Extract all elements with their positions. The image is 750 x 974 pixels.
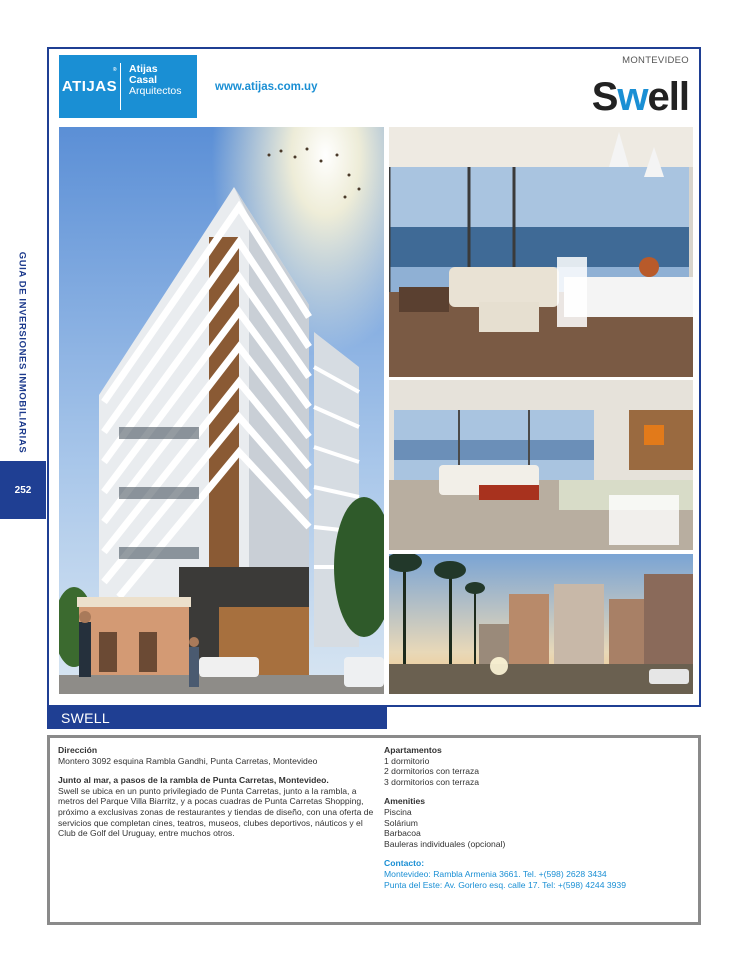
- address-heading: Dirección: [58, 745, 98, 755]
- details-right-column: [384, 745, 694, 890]
- details-box: [47, 735, 701, 925]
- page-number-tab: [0, 461, 46, 519]
- contact-montevideo: Montevideo: Rambla Armenia 3661. Tel. +(598) 2628 3434: [384, 868, 607, 879]
- tagline: Junto al mar, a pasos de la rambla de Punta Carretas, Montevideo.: [58, 775, 329, 786]
- listing-title-bar: [47, 707, 387, 729]
- amenity-item: Piscina: [384, 806, 412, 817]
- apartment-type: 1 dormitorio: [384, 755, 430, 766]
- details-left-column: [58, 745, 376, 839]
- apartments-heading: Apartamentos: [384, 745, 442, 755]
- tower-exterior-photo: [59, 127, 384, 694]
- listing-title: SWELL: [61, 710, 110, 726]
- amenity-item: Barbacoa: [384, 828, 421, 839]
- description-text: Swell se ubica en un punto privilegiado de Punta Carretas, junto a la rambla, a metros del Parque Villa Biarritz, y a pocas cuadras de Punta Carretas Shopping, próximo a exclusivas zonas de restaurantes y tiendas de diseño, con una oferta de servicios que completan cines, teatros, museos, clubes deportivos, náuticos y el Club de Golf del Uruguay, entre muchos otros.: [58, 785, 374, 839]
- amenity-item: Solárium: [384, 817, 418, 828]
- logo-text: Atijas Casal Arquitectos: [129, 63, 182, 97]
- living-room-photo: [389, 127, 693, 377]
- rambla-street-photo: [389, 554, 693, 694]
- listing-frame: [47, 47, 701, 707]
- contact-heading: Contacto:: [384, 858, 425, 869]
- amenity-item: Bauleras individuales (opcional): [384, 838, 506, 849]
- side-section-label: GUIA DE INVERSIONES INMOBILIARIAS: [16, 251, 28, 453]
- city-label: MONTEVIDEO: [622, 55, 689, 66]
- apartment-type: 3 dormitorios con terraza: [384, 776, 480, 787]
- address-text: Montero 3092 esquina Rambla Gandhi, Punta Carretas, Montevideo: [58, 755, 318, 766]
- amenities-heading: Amenities: [384, 796, 426, 807]
- atijas-logo: [59, 55, 197, 118]
- website-link[interactable]: www.atijas.com.uy: [215, 81, 318, 93]
- logo-mark: ATIJAS ®: [59, 63, 121, 110]
- dining-room-photo: [389, 380, 693, 550]
- page-number: 252: [14, 484, 32, 496]
- apartment-type: 2 dormitorios con terraza: [384, 766, 480, 777]
- project-brand: Swell: [591, 75, 689, 119]
- contact-punta-del-este: Punta del Este: Av. Gorlero esq. calle 17. Tel: +(598) 4244 3939: [384, 879, 626, 890]
